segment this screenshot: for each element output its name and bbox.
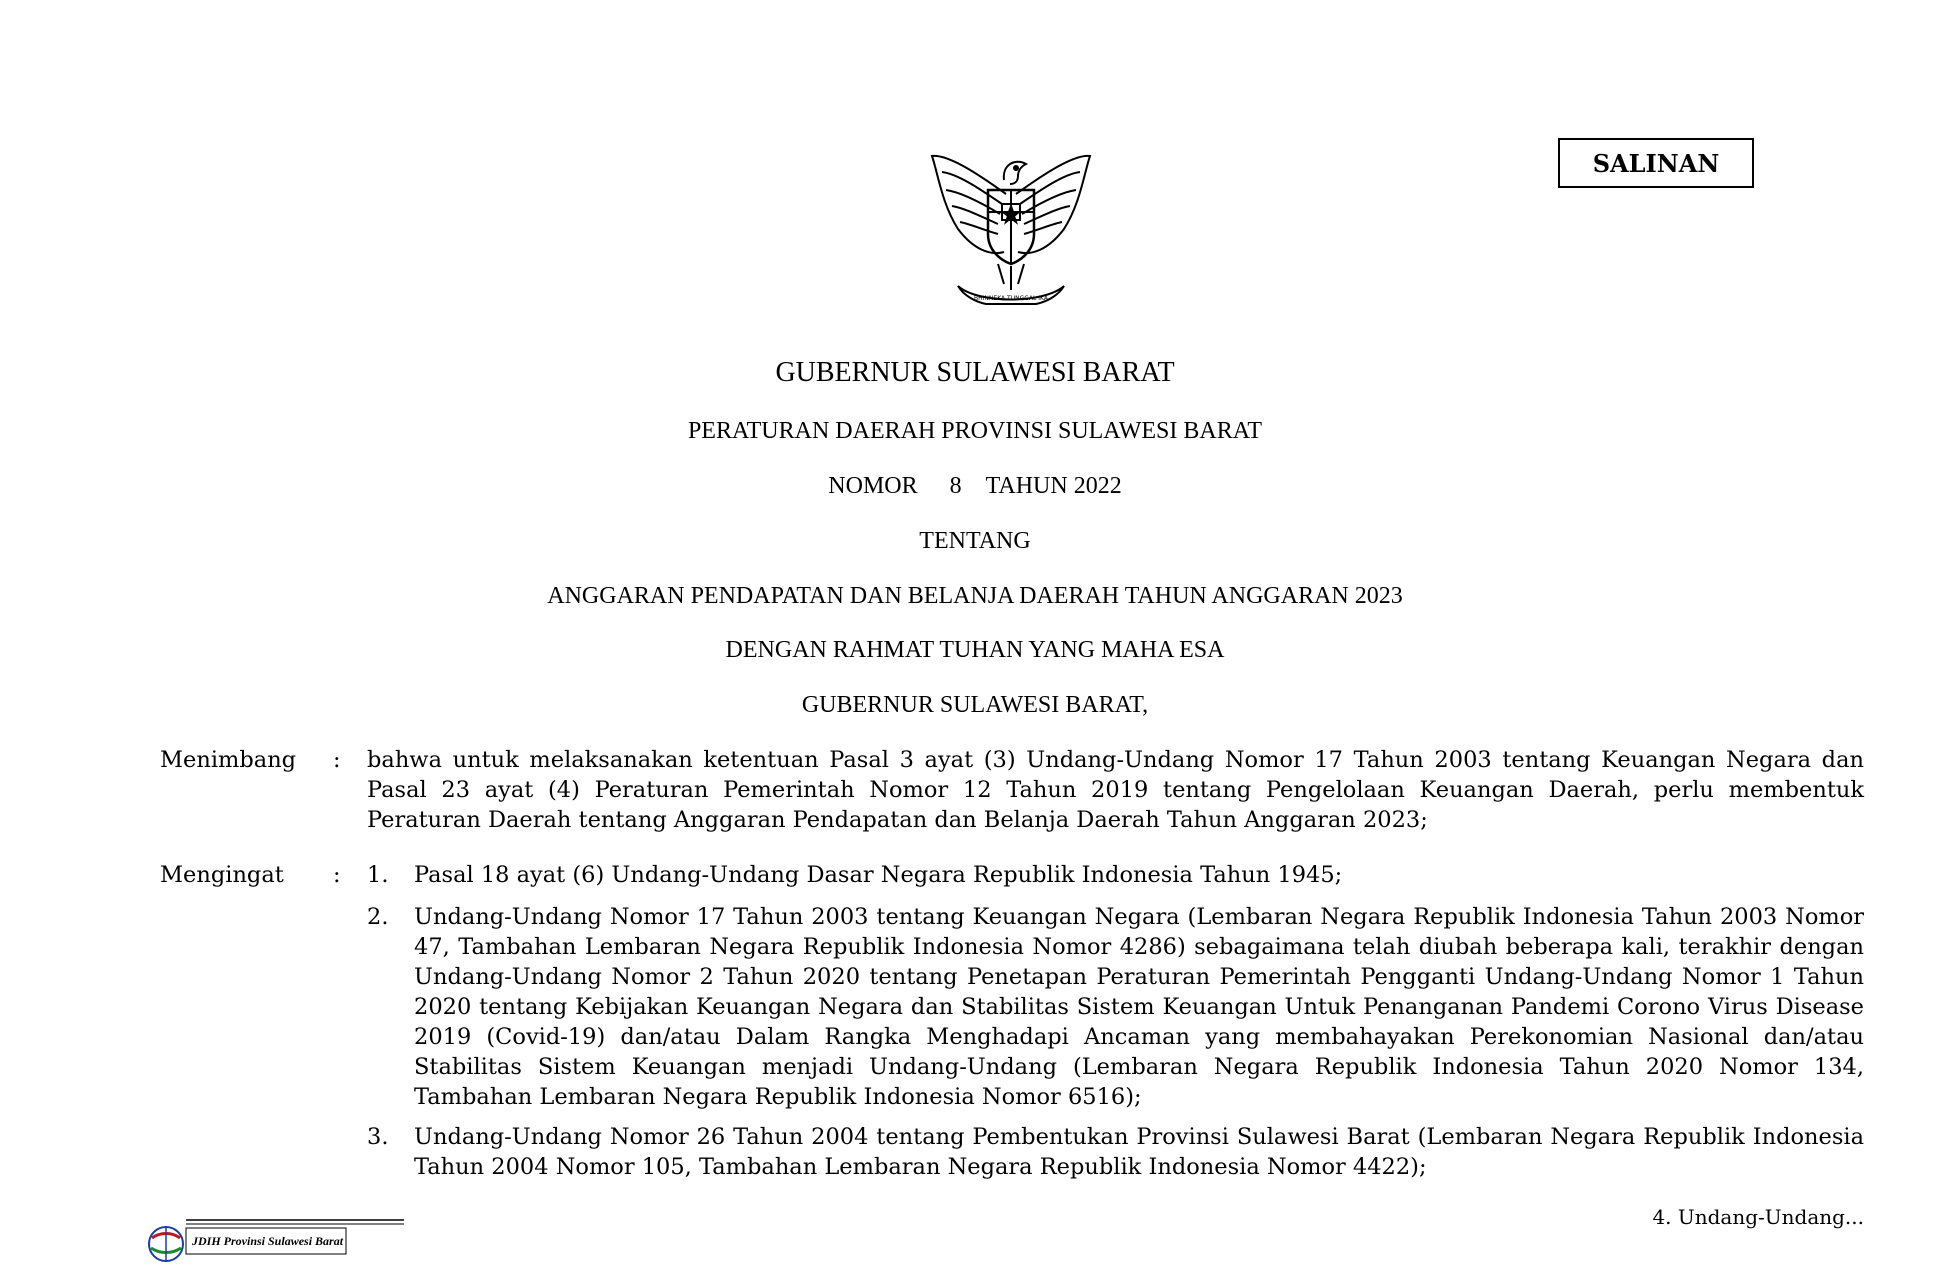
mengingat-label: Mengingat [160,862,284,888]
menimbang-colon: : [333,747,341,773]
mengingat-colon: : [333,862,341,888]
salinan-stamp: SALINAN [1558,138,1754,188]
mengingat-item-2: Undang-Undang Nomor 17 Tahun 2003 tentang Keuangan Negara (Lembaran Negara Republik Indonesia Tahun 2003 Nomor 47, Tambahan Lembaran Negara Republik Indonesia Nomor 4286) sebagaimana telah diubah beberapa kali, terakhir dengan Undang-Undang Nomor 2 Tahun 2020 tentang Penetapan Peraturan Pemerintah Pengganti Undang-Undang Nomor 1 Tahun 2020 tentang Kebijakan Keuangan Negara dan Stabilitas Sistem Keuangan Untuk Penanganan Pandemi Corono Virus Disease 2019 (Covid-19) dan/atau Dalam Rangka Menghadapi Ancaman yang membahayakan Perekonomian Nasional dan/atau Stabilitas Sistem Keuangan menjadi Undang-Undang (Lembaran Negara Republik Indonesia Tahun 2020 Nomor 134, Tambahan Lembaran Negara Republik Indonesia Nomor 6516); [414,904,1864,1110]
mengingat-item-3: Undang-Undang Nomor 26 Tahun 2004 tentang Pembentukan Provinsi Sulawesi Barat (Lembaran Negara Republik Indonesia Tahun 2004 Nomor 105, Tambahan Lembaran Negara Republik Indonesia Nomor 4422); [414,1124,1864,1180]
garuda-emblem [918,134,1104,320]
tentang-heading: TENTANG [919,528,1031,554]
nomor-label: NOMOR [828,473,918,499]
menimbang-text: bahwa untuk melaksanakan ketentuan Pasal 3 ayat (3) Undang-Undang Nomor 17 Tahun 2003 tentang Keuangan Negara dan Pasal 23 ayat (4) Peraturan Pemerintah Nomor 12 Tahun 2019 tentang Pengelolaan Keuangan Daerah, perlu membentuk Peraturan Daerah tentang Anggaran Pendapatan dan Belanja Daerah Tahun Anggaran 2023; [367,747,1864,833]
menimbang-label: Menimbang [160,747,297,773]
nomor-value: 8 [949,473,962,499]
mengingat-item-1: Pasal 18 ayat (6) Undang-Undang Dasar Negara Republik Indonesia Tahun 1945; [414,862,1343,888]
regulation-title: PERATURAN DAERAH PROVINSI SULAWESI BARAT [687,418,1263,444]
jdih-logo [146,1216,404,1270]
invocation: DENGAN RAHMAT TUHAN YANG MAHA ESA [725,637,1225,663]
mengingat-item-1-number: 1. [367,862,389,888]
mengingat-item-2-number: 2. [367,904,389,930]
governor-title: GUBERNUR SULAWESI BARAT [775,357,1175,388]
regulation-subject: ANGGARAN PENDAPATAN DAN BELANJA DAERAH TAHUN ANGGARAN 2023 [547,583,1403,609]
mengingat-item-3-number: 3. [367,1124,389,1150]
emblem-motto: BHINNEKA TUNGGAL IKA [974,295,1048,302]
jdih-logo-text: JDIH Provinsi Sulawesi Barat [192,1234,344,1248]
tahun-label: TAHUN 2022 [985,473,1122,499]
regulation-number [0,473,1950,500]
signatory-heading: GUBERNUR SULAWESI BARAT, [801,692,1149,718]
continuation-note: 4. Undang-Undang... [1652,1205,1864,1229]
